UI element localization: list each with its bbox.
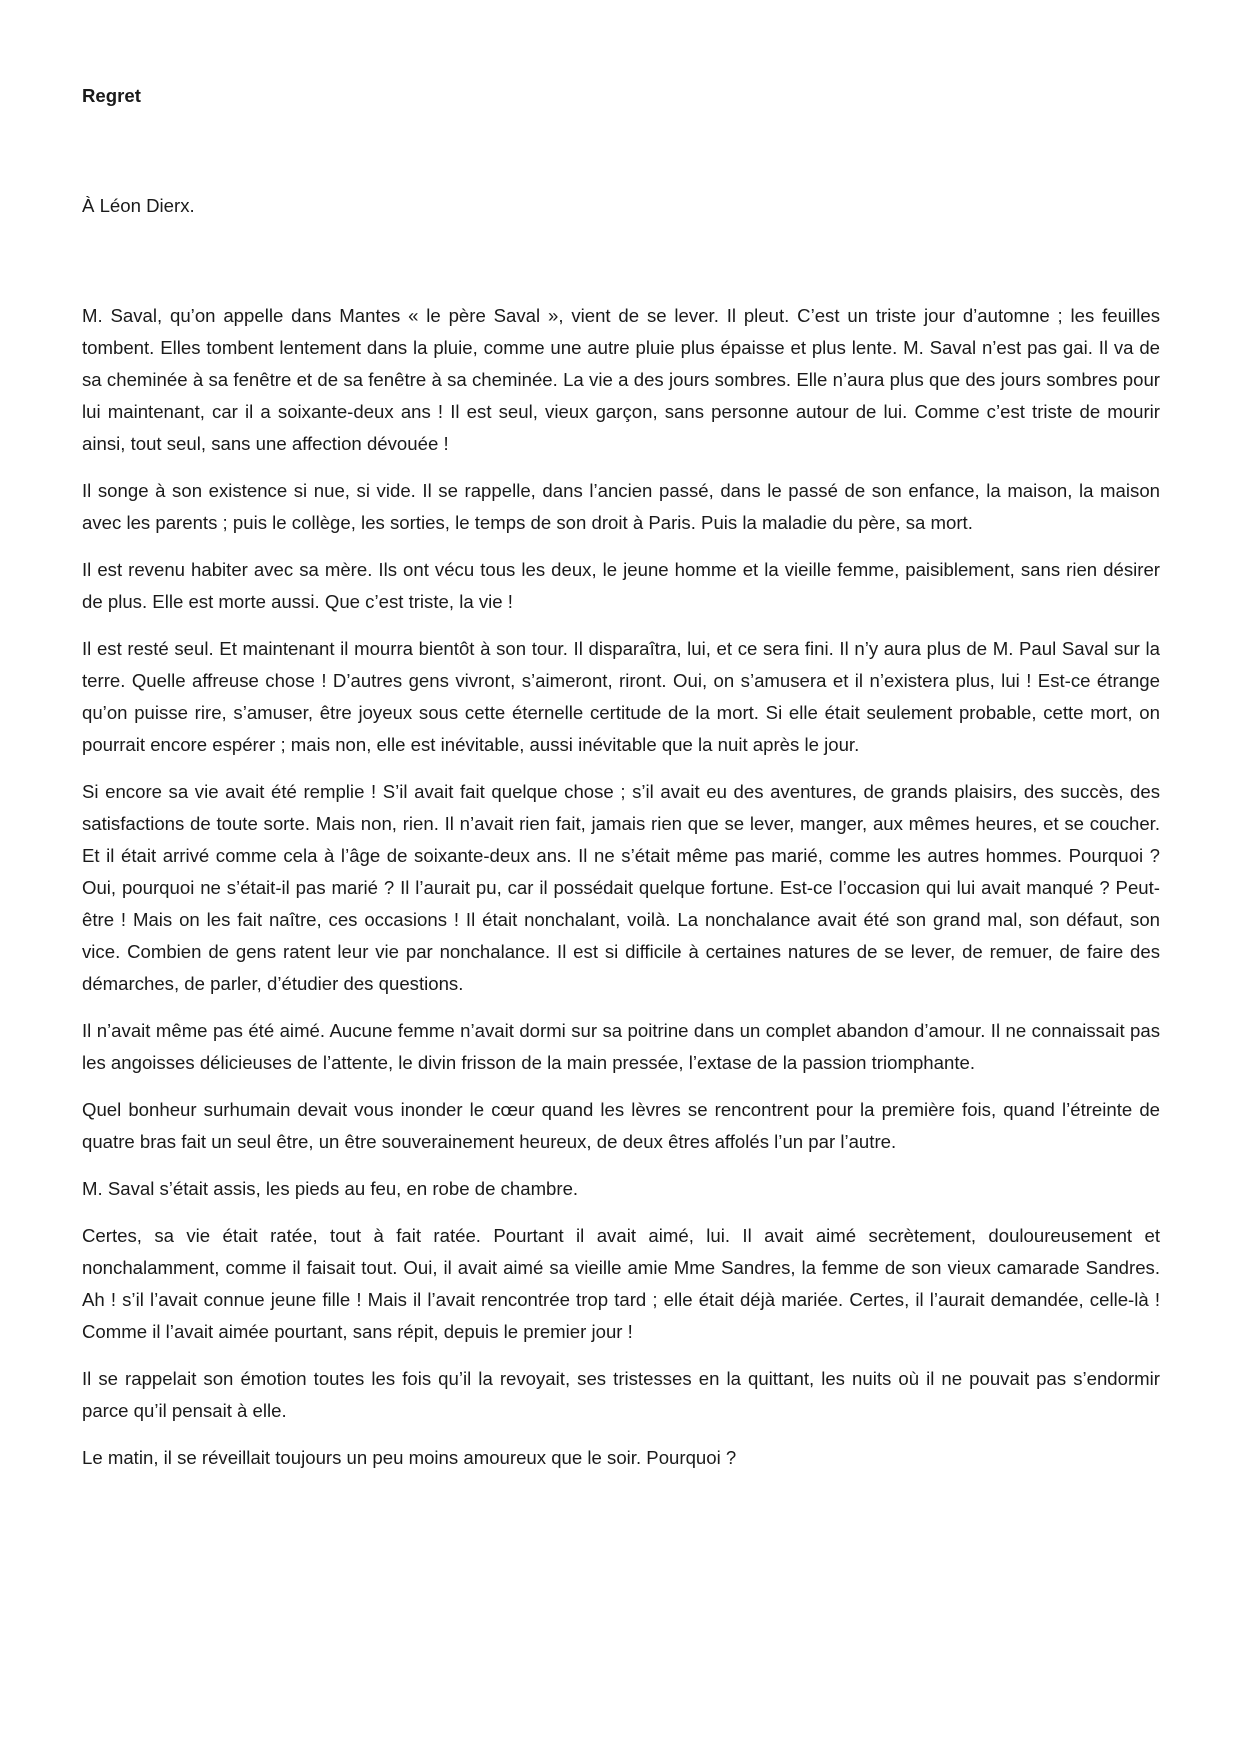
document-content [82, 80, 1160, 1489]
document-body [82, 300, 1160, 1474]
paragraph: M. Saval, qu’on appelle dans Mantes « le père Saval », vient de se lever. Il pleut. C’est un triste jour d’automne ; les feuilles tombent. Elles tombent lentement dans la pluie, comme une autre pluie plus épaisse et plus lente. M. Saval n’est pas gai. Il va de sa cheminée à sa fenêtre et de sa fenêtre à sa cheminée. La vie a des jours sombres. Elle n’aura plus que des jours sombres pour lui maintenant, car il a soixante-deux ans ! Il est seul, vieux garçon, sans personne autour de lui. Comme c’est triste de mourir ainsi, tout seul, sans une affection dévouée ! [82, 305, 1160, 454]
paragraph: Certes, sa vie était ratée, tout à fait ratée. Pourtant il avait aimé, lui. Il avait aimé secrètement, douloureusement et nonchalamment, comme il faisait tout. Oui, il avait aimé sa vieille amie Mme Sandres, la femme de son vieux camarade Sandres. Ah ! s’il l’avait connue jeune fille ! Mais il l’avait rencontrée trop tard ; elle était déjà mariée. Certes, il l’aurait demandée, celle-là ! Comme il l’avait aimée pourtant, sans répit, depuis le premier jour ! [82, 1225, 1160, 1342]
paragraph: Il n’avait même pas été aimé. Aucune femme n’avait dormi sur sa poitrine dans un complet abandon d’amour. Il ne connaissait pas les angoisses délicieuses de l’attente, le divin frisson de la main pressée, l’extase de la passion triomphante. [82, 1020, 1160, 1073]
paragraph: Il est revenu habiter avec sa mère. Ils ont vécu tous les deux, le jeune homme et la vieille femme, paisiblement, sans rien désirer de plus. Elle est morte aussi. Que c’est triste, la vie ! [82, 559, 1160, 612]
paragraph: Le matin, il se réveillait toujours un peu moins amoureux que le soir. Pourquoi ? [82, 1447, 737, 1468]
paragraph: M. Saval s’était assis, les pieds au feu, en robe de chambre. [82, 1178, 579, 1199]
paragraph: Il songe à son existence si nue, si vide. Il se rappelle, dans l’ancien passé, dans le passé de son enfance, la maison, la maison avec les parents ; puis le collège, les sorties, le temps de son droit à Paris. Puis la maladie du père, sa mort. [82, 480, 1160, 533]
paragraph: Si encore sa vie avait été remplie ! S’il avait fait quelque chose ; s’il avait eu des aventures, de grands plaisirs, des succès, des satisfactions de toute sorte. Mais non, rien. Il n’avait rien fait, jamais rien que se lever, manger, aux mêmes heures, et se coucher. Et il était arrivé comme cela à l’âge de soixante-deux ans. Il ne s’était même pas marié, comme les autres hommes. Pourquoi ? Oui, pourquoi ne s’était-il pas marié ? Il l’aurait pu, car il possédait quelque fortune. Est-ce l’occasion qui lui avait manqué ? Peut-être ! Mais on les fait naître, ces occasions ! Il était nonchalant, voilà. La nonchalance avait été son grand mal, son défaut, son vice. Combien de gens ratent leur vie par nonchalance. Il est si difficile à certaines natures de se lever, de remuer, de faire des démarches, de parler, d’étudier des questions. [82, 781, 1160, 994]
dedication: À Léon Dierx. [82, 195, 195, 216]
document-title: Regret [82, 85, 141, 106]
paragraph: Il est resté seul. Et maintenant il mourra bientôt à son tour. Il disparaîtra, lui, et ce sera fini. Il n’y aura plus de M. Paul Saval sur la terre. Quelle affreuse chose ! D’autres gens vivront, s’aimeront, riront. Oui, on s’amusera et il n’existera plus, lui ! Est-ce étrange qu’on puisse rire, s’amuser, être joyeux sous cette éternelle certitude de la mort. Si elle était seulement probable, cette mort, on pourrait encore espérer ; mais non, elle est inévitable, aussi inévitable que la nuit après le jour. [82, 638, 1160, 755]
paragraph: Il se rappelait son émotion toutes les fois qu’il la revoyait, ses tristesses en la quittant, les nuits où il ne pouvait pas s’endormir parce qu’il pensait à elle. [82, 1368, 1160, 1421]
paragraph: Quel bonheur surhumain devait vous inonder le cœur quand les lèvres se rencontrent pour la première fois, quand l’étreinte de quatre bras fait un seul être, un être souverainement heureux, de deux êtres affolés l’un par l’autre. [82, 1099, 1160, 1152]
